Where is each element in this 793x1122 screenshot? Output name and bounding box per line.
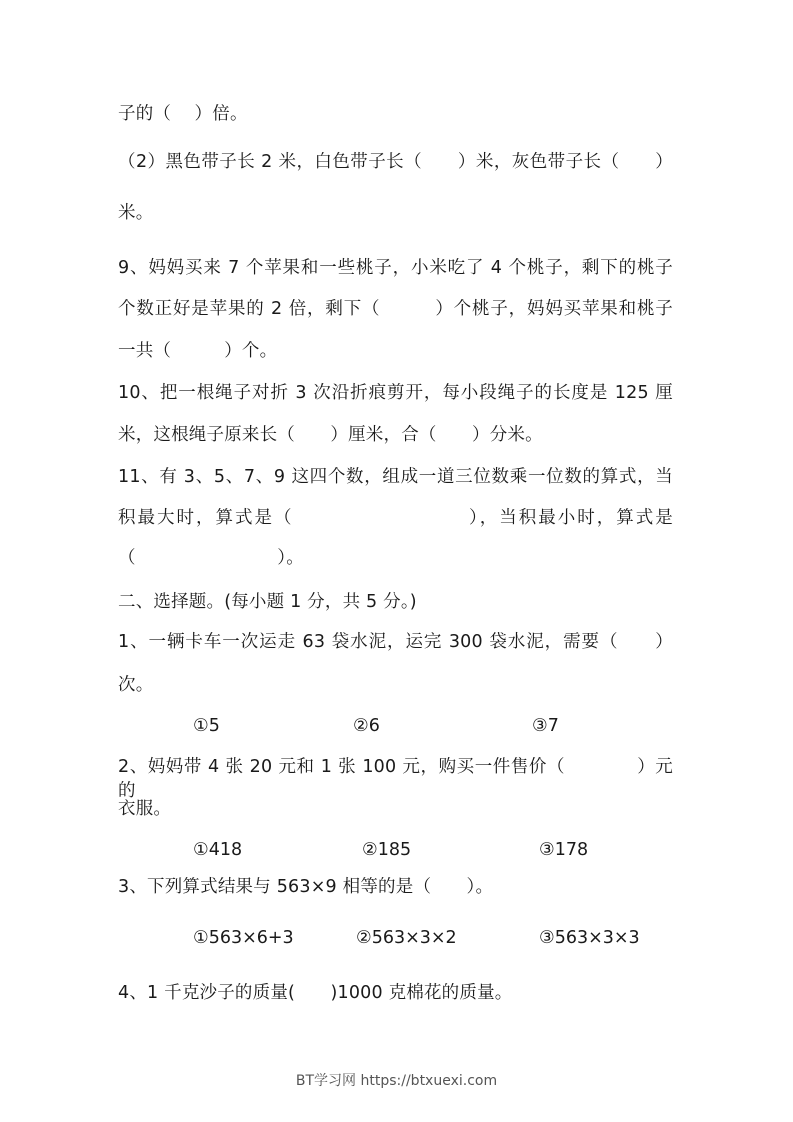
text-line: 衣服。: [118, 799, 172, 819]
text-line: 11、有 3、5、7、9 这四个数，组成一道三位数乘一位数的算式，当: [118, 467, 673, 487]
option-2: ②6: [353, 716, 380, 736]
text-line: 一共（ ）个。: [118, 341, 278, 361]
option-2: ②185: [362, 840, 412, 860]
text-line: 4、1 千克沙子的质量( )1000 克棉花的质量。: [118, 983, 513, 1003]
text-line: 3、下列算式结果与 563×9 相等的是（ ）。: [118, 877, 494, 897]
option-1: ①563×6+3: [193, 928, 294, 948]
text-line: 2、妈妈带 4 张 20 元和 1 张 100 元，购买一件售价（ ）元的: [118, 757, 673, 801]
text-line: 9、妈妈买来 7 个苹果和一些桃子，小米吃了 4 个桃子，剩下的桃子: [118, 258, 673, 278]
option-3: ③7: [532, 716, 559, 736]
text-line: 次。: [118, 675, 154, 695]
text-line: （ ）。: [118, 548, 304, 568]
option-1: ①418: [193, 840, 243, 860]
text-line: 10、把一根绳子对折 3 次沿折痕剪开，每小段绳子的长度是 125 厘: [118, 383, 673, 403]
text-line: 子的（ ）倍。: [118, 104, 248, 124]
page-footer: BT学习网 https://btxuexi.com: [295, 1073, 498, 1089]
section-heading: 二、选择题。(每小题 1 分，共 5 分。): [118, 592, 417, 612]
text-line: （2）黑色带子长 2 米，白色带子长（ ）米，灰色带子长（ ）: [118, 152, 673, 172]
option-3: ③563×3×3: [539, 928, 640, 948]
text-line: 积最大时，算式是（ ），当积最小时，算式是: [118, 508, 673, 528]
text-line: 米，这根绳子原来长（ ）厘米，合（ ）分米。: [118, 425, 543, 445]
text-line: 1、一辆卡车一次运走 63 袋水泥，运完 300 袋水泥，需要（ ）: [118, 632, 673, 652]
option-3: ③178: [539, 840, 589, 860]
text-line: 个数正好是苹果的 2 倍，剩下（ ）个桃子，妈妈买苹果和桃子: [118, 299, 673, 319]
option-2: ②563×3×2: [356, 928, 457, 948]
option-1: ①5: [193, 716, 220, 736]
text-line: 米。: [118, 203, 154, 223]
